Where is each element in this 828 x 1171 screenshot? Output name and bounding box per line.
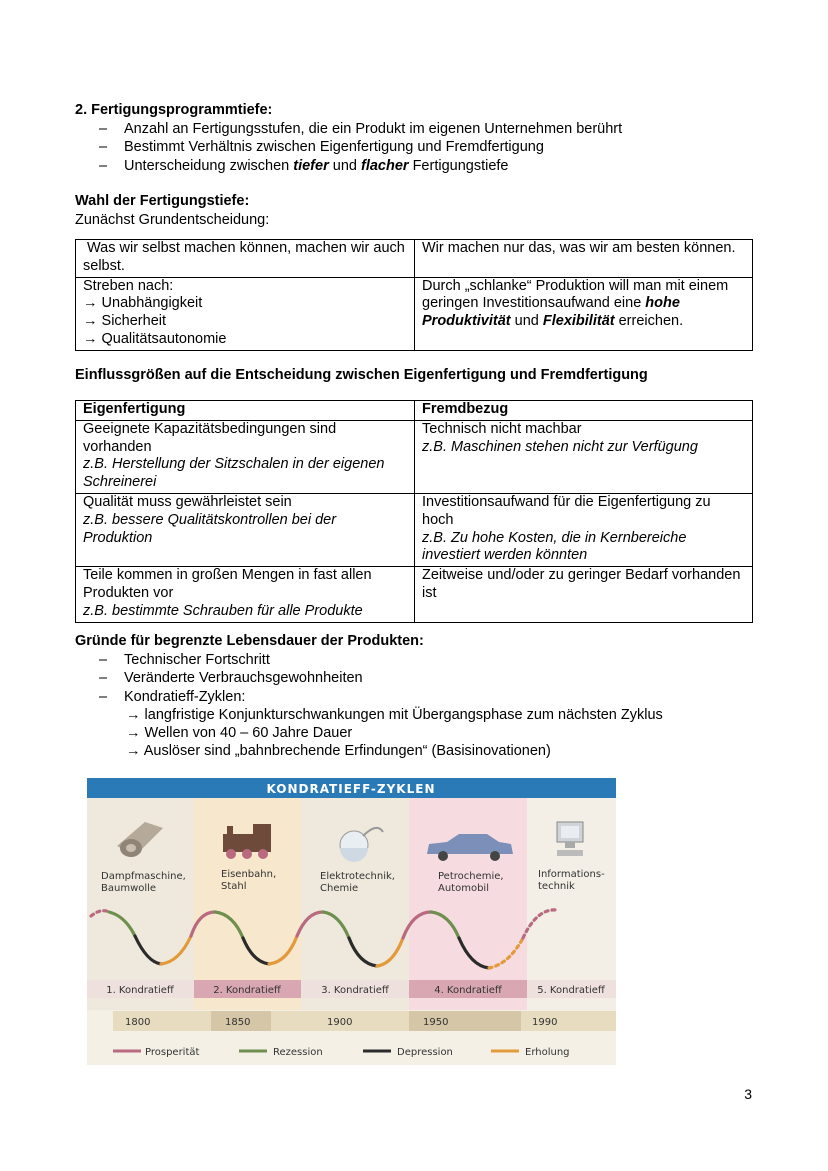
table-cell	[415, 493, 753, 566]
table-cell: Wir machen nur das, was wir am besten können.	[415, 240, 753, 278]
text: Durch „schlanke“ Produktion will man mit einem geringen Investitionsaufwand eine	[422, 277, 729, 312]
year-label: 1800	[125, 1017, 151, 1028]
section-subtitle: Zunächst Grundentscheidung:	[75, 211, 270, 228]
table-row	[76, 420, 753, 493]
table-cell: Was wir selbst machen können, machen wir auch selbst.	[76, 240, 415, 278]
emphasis: Flexibilität	[542, 313, 615, 330]
era-label-2b: Stahl	[221, 881, 247, 892]
cell-text: Zeitweise und/oder zu geringer Bedarf vorhanden ist	[422, 567, 741, 601]
list-item: – Technischer Fortschritt	[75, 651, 775, 670]
era-label-1: Dampfmaschine,	[101, 871, 186, 882]
list-item	[75, 157, 775, 176]
year-label: 1950	[423, 1017, 449, 1028]
era-label-4: Petrochemie,	[438, 871, 504, 882]
era-label-5: Informations-	[538, 869, 605, 880]
cell-text: Geeignete Kapazitätsbedingungen sind vorhanden	[83, 420, 337, 455]
era-band-3	[301, 798, 409, 1010]
table-cell	[415, 277, 753, 350]
text: und	[510, 313, 543, 330]
cell-text: Investitionsaufwand für die Eigenfertigung zu hoch	[422, 493, 711, 528]
text: Fertigungstiefe	[408, 157, 509, 174]
einfluss-table	[75, 400, 753, 623]
column-header: Fremdbezug	[415, 401, 753, 421]
legend-label: Rezession	[273, 1047, 323, 1058]
text: und	[328, 157, 361, 174]
table-row	[76, 493, 753, 566]
grundentscheidung-table	[75, 239, 753, 351]
list-item: – Anzahl an Fertigungsstufen, die ein Produkt im eigenen Unternehmen berührt	[75, 120, 775, 139]
year-label: 1990	[532, 1017, 558, 1028]
table-row	[76, 567, 753, 622]
cell-example: z.B. bestimmte Schrauben für alle Produkte	[83, 602, 363, 619]
year-label: 1850	[225, 1017, 251, 1028]
list-item: → Unabhängigkeit	[83, 295, 203, 312]
sub-list	[75, 706, 775, 760]
table-cell	[76, 277, 415, 350]
cell-text: Teile kommen in großen Mengen in fast allen Produkten vor	[83, 567, 372, 601]
text: Unterscheidung zwischen	[124, 157, 294, 174]
cell-text: Qualität muss gewährleistet sein	[83, 493, 292, 510]
era-label-3b: Chemie	[320, 883, 359, 894]
list-item: – Kondratieff-Zyklen:	[75, 688, 775, 707]
list-item: → Sicherheit	[83, 313, 167, 330]
table-cell	[415, 420, 753, 493]
cell-text: Technisch nicht machbar	[422, 420, 582, 437]
era-label-1b: Baumwolle	[101, 883, 157, 894]
table-cell	[76, 493, 415, 566]
cycle-label-4: 4. Kondratieff	[434, 985, 502, 996]
emphasis-flacher: flacher	[360, 157, 409, 174]
cycle-label-5: 5. Kondratieff	[537, 985, 605, 996]
cell-heading: Streben nach:	[83, 277, 174, 294]
list-item: – Veränderte Verbrauchsgewohnheiten	[75, 669, 775, 688]
bullet-list	[75, 651, 775, 707]
table-cell	[76, 420, 415, 493]
section-title: 2. Fertigungsprogrammtiefe:	[75, 102, 273, 118]
figure-title: KONDRATIEFF-ZYKLEN	[266, 782, 436, 796]
cycle-label-3: 3. Kondratieff	[321, 985, 389, 996]
computer-icon	[557, 822, 583, 856]
year-label: 1900	[327, 1017, 353, 1028]
section-title: Gründe für begrenzte Lebensdauer der Produkten:	[75, 633, 424, 649]
emphasis: hohe Produktivität	[422, 295, 680, 330]
cell-example: z.B. Herstellung der Sitzschalen in der eigenen Schreinerei	[83, 456, 385, 491]
list-item: → Qualitätsautonomie	[83, 330, 227, 347]
column-header: Eigenfertigung	[76, 401, 415, 421]
page-number: 3	[744, 1086, 752, 1102]
list-item: – Bestimmt Verhältnis zwischen Eigenfertigung und Fremdfertigung	[75, 138, 775, 157]
era-band-2	[194, 798, 301, 1010]
kondratieff-graphic	[87, 778, 616, 1065]
legend	[113, 1047, 570, 1058]
section-title: Wahl der Fertigungstiefe:	[75, 193, 250, 209]
table-cell	[415, 567, 753, 622]
table-row	[76, 240, 753, 278]
section-gruende	[75, 632, 775, 760]
kondratieff-figure	[87, 778, 616, 1065]
emphasis-tiefer: tiefer	[293, 157, 329, 174]
section-wahl	[75, 192, 269, 229]
legend-label: Erholung	[525, 1047, 570, 1058]
section-fertigungsprogrammtiefe	[75, 101, 775, 175]
era-label-5b: technik	[538, 881, 575, 892]
text: erreichen.	[614, 313, 684, 330]
sub-item: → Wellen von 40 – 60 Jahre Dauer	[126, 725, 353, 741]
bullet-list	[75, 120, 775, 176]
section-title-einfluss: Einflussgrößen auf die Entscheidung zwischen Eigenfertigung und Fremdfertigung	[75, 367, 648, 383]
cycle-label-1: 1. Kondratieff	[106, 985, 174, 996]
cell-example: z.B. Zu hohe Kosten, die in Kernbereiche investiert werden könnten	[422, 529, 687, 564]
cycle-label-2: 2. Kondratieff	[213, 985, 281, 996]
era-label-4b: Automobil	[438, 883, 489, 894]
cell-example: z.B. Maschinen stehen nicht zur Verfügung	[422, 438, 698, 455]
table-row	[76, 277, 753, 350]
sub-item: → langfristige Konjunkturschwankungen mit Übergangsphase zum nächsten Zyklus	[126, 707, 663, 723]
legend-label: Depression	[397, 1047, 453, 1058]
legend-label: Prosperität	[145, 1047, 200, 1058]
cell-example: z.B. bessere Qualitätskontrollen bei der Produktion	[83, 511, 337, 546]
table-header-row	[76, 401, 753, 421]
table-cell	[76, 567, 415, 622]
era-band-4	[409, 798, 527, 1010]
era-label-2: Eisenbahn,	[221, 869, 277, 880]
era-label-3: Elektrotechnik,	[320, 871, 395, 882]
sub-item: → Auslöser sind „bahnbrechende Erfindungen“ (Basisinovationen)	[126, 743, 551, 759]
